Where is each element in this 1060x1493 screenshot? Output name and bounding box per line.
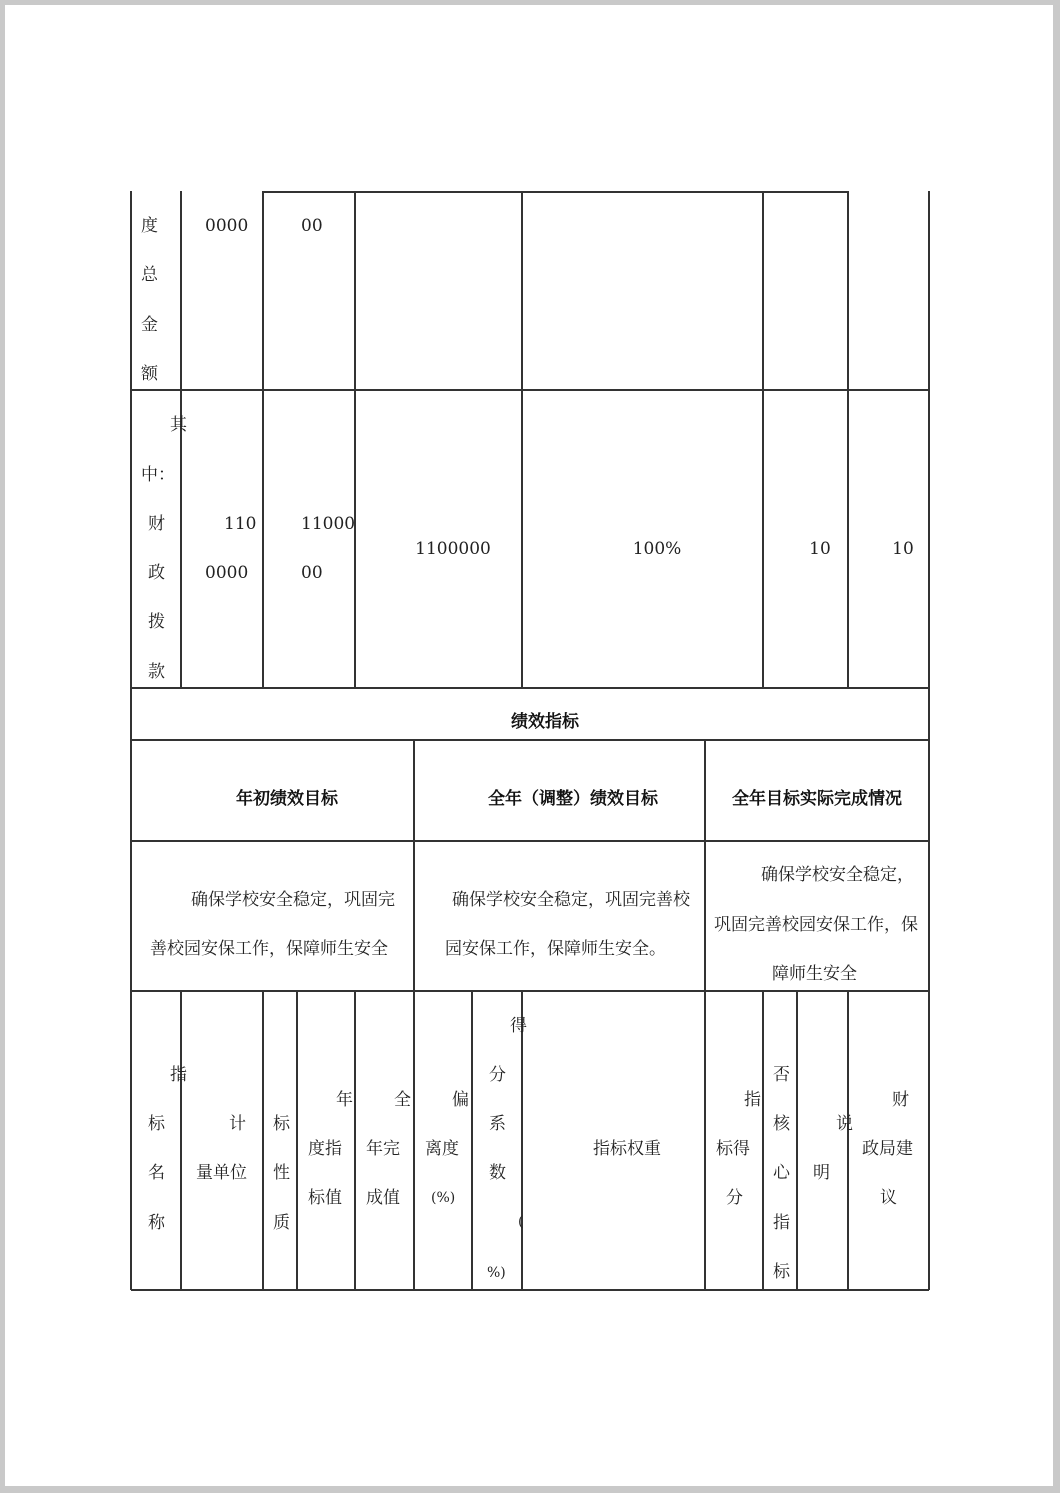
col-indicator-name-1: 指 bbox=[170, 1065, 187, 1085]
col-indicator-name-3: 名 bbox=[148, 1163, 165, 1183]
col-core-4: 指 bbox=[773, 1213, 790, 1233]
fiscal-budget-line2: 0000 bbox=[205, 563, 249, 583]
document-page bbox=[5, 5, 1053, 1486]
col-core-5: 标 bbox=[773, 1262, 790, 1282]
total-label-3: 金 bbox=[141, 315, 158, 335]
col-annual-value-2: 度指 bbox=[308, 1139, 342, 1159]
initial-goal-header: 年初绩效目标 bbox=[236, 789, 338, 809]
col-annual-value-1: 年 bbox=[336, 1090, 353, 1110]
fiscal-label-2: 中： bbox=[141, 465, 175, 485]
adjusted-goal-text-line2: 园安保工作，保障师生安全。 bbox=[445, 939, 666, 959]
fiscal-score-value: 10 bbox=[892, 539, 914, 559]
col-score-coef-6: %) bbox=[487, 1265, 506, 1281]
fiscal-rate-value: 100% bbox=[632, 539, 682, 559]
col-score-coef-2: 分 bbox=[489, 1065, 506, 1085]
fiscal-label-1: 其 bbox=[170, 415, 187, 435]
col-unit-1: 计 bbox=[229, 1114, 246, 1134]
col-note-2: 明 bbox=[813, 1163, 830, 1183]
col-nature-2: 性 bbox=[273, 1163, 290, 1183]
col-annual-value-3: 标值 bbox=[308, 1188, 342, 1208]
col-score-coef-5: ( bbox=[518, 1214, 524, 1230]
total-label-2: 总 bbox=[141, 265, 158, 285]
actual-text-line3: 障师生安全 bbox=[772, 964, 857, 984]
col-deviation-2: 离度 bbox=[425, 1139, 459, 1159]
initial-goal-text-line1: 确保学校安全稳定，巩固完 bbox=[191, 890, 395, 910]
col-completed-value-2: 年完 bbox=[366, 1139, 400, 1159]
col-nature-1: 标 bbox=[273, 1114, 290, 1134]
col-note-1: 说 bbox=[836, 1114, 853, 1134]
adjusted-goal-header: 全年（调整）绩效目标 bbox=[488, 789, 658, 809]
total-label-1: 度 bbox=[141, 216, 158, 236]
col-core-1: 否 bbox=[773, 1065, 790, 1085]
col-score-1: 指 bbox=[744, 1090, 761, 1110]
fiscal-weight-value: 10 bbox=[809, 539, 831, 559]
col-deviation-3: (%) bbox=[431, 1190, 456, 1206]
col-score-coef-3: 系 bbox=[489, 1114, 506, 1134]
col-deviation-1: 偏 bbox=[452, 1090, 469, 1110]
col-completed-value-3: 成值 bbox=[366, 1188, 400, 1208]
total-label-4: 额 bbox=[141, 364, 158, 384]
fiscal-label-6: 款 bbox=[148, 662, 165, 682]
col-nature-3: 质 bbox=[273, 1213, 290, 1233]
fiscal-adjusted-line1: 11000 bbox=[301, 514, 356, 534]
fiscal-executed-value: 1100000 bbox=[415, 539, 491, 559]
col-indicator-name-4: 称 bbox=[148, 1213, 165, 1233]
fiscal-label-3: 财 bbox=[148, 514, 165, 534]
adjusted-goal-text-line1: 确保学校安全稳定，巩固完善校 bbox=[452, 890, 690, 910]
col-score-coef-4: 数 bbox=[489, 1163, 506, 1183]
fiscal-adjusted-line2: 00 bbox=[301, 563, 323, 583]
performance-section-title: 绩效指标 bbox=[511, 712, 579, 732]
actual-text-line1: 确保学校安全稳定， bbox=[761, 865, 914, 885]
actual-completion-header: 全年目标实际完成情况 bbox=[732, 789, 902, 809]
col-indicator-name-2: 标 bbox=[148, 1114, 165, 1134]
col-weight: 指标权重 bbox=[593, 1139, 661, 1159]
actual-text-line2: 巩固完善校园安保工作，保 bbox=[714, 915, 918, 935]
col-suggestion-2: 政局建 bbox=[862, 1139, 913, 1159]
fiscal-label-5: 拨 bbox=[148, 612, 165, 632]
total-adjusted-value: 00 bbox=[301, 216, 323, 236]
total-budget-value: 0000 bbox=[205, 216, 249, 236]
col-suggestion-3: 议 bbox=[880, 1188, 897, 1208]
col-core-3: 心 bbox=[773, 1163, 790, 1183]
table-grid bbox=[5, 5, 1053, 1486]
fiscal-budget-line1: 110 bbox=[224, 514, 257, 534]
col-score-2: 标得 bbox=[716, 1139, 750, 1159]
col-core-2: 核 bbox=[773, 1114, 790, 1134]
initial-goal-text-line2: 善校园安保工作，保障师生安全 bbox=[150, 939, 388, 959]
fiscal-label-4: 政 bbox=[148, 563, 165, 583]
col-suggestion-1: 财 bbox=[892, 1090, 909, 1110]
col-completed-value-1: 全 bbox=[394, 1090, 411, 1110]
col-score-3: 分 bbox=[726, 1188, 743, 1208]
col-score-coef-1: 得 bbox=[510, 1016, 527, 1036]
col-unit-2: 量单位 bbox=[196, 1163, 247, 1183]
